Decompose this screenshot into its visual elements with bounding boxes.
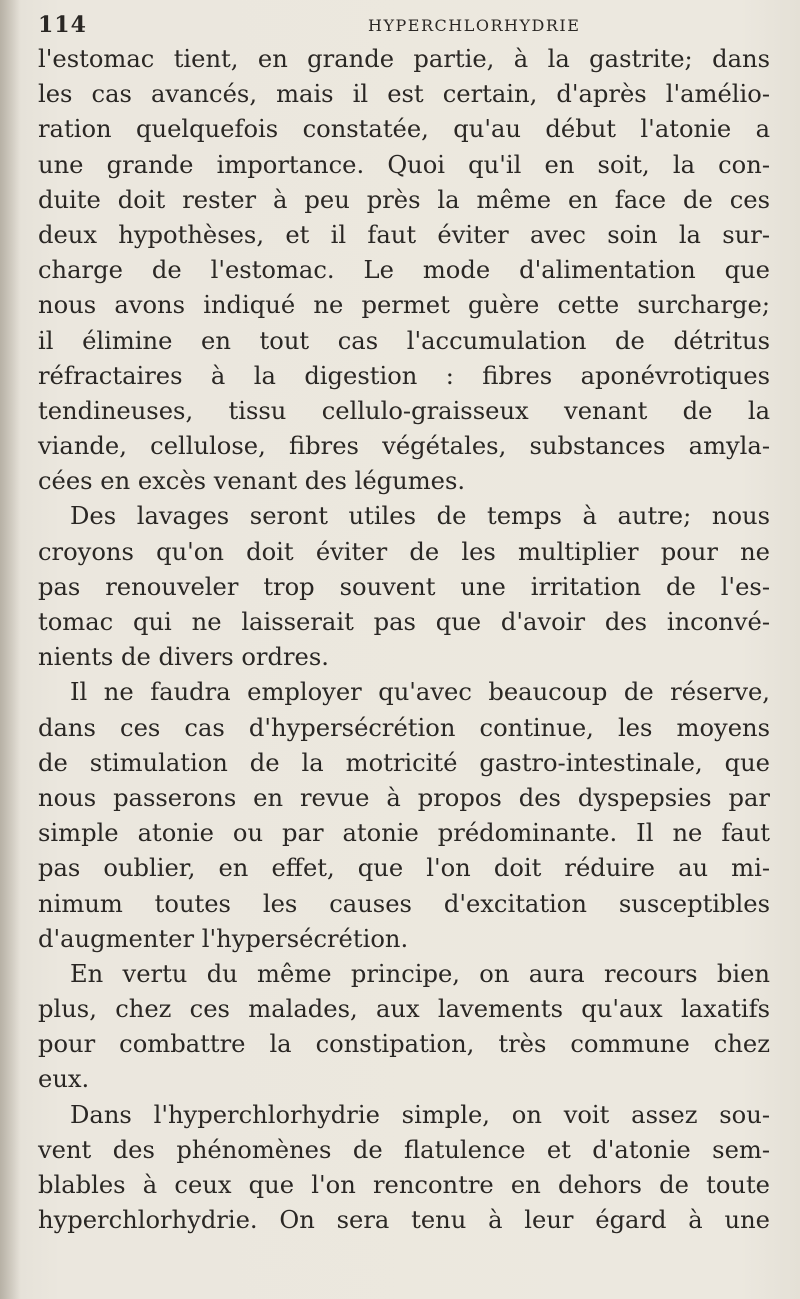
text-line: dans ces cas d'hypersécrétion continue, les moyens	[38, 713, 770, 742]
text-line: blables à ceux que l'on rencontre en dehors de toute	[38, 1171, 770, 1199]
text-line: nous avons indiqué ne permet guère cette surcharge;	[38, 291, 770, 320]
text-line: pas oublier, en effet, que l'on doit réduire au mi-	[38, 854, 770, 883]
paragraph-start-line: Dans l'hyperchlorhydrie simple, on voit assez sou-	[70, 1100, 770, 1129]
text-line: tendineuses, tissu cellulo-graisseux venant de la	[38, 396, 770, 425]
text-line: croyons qu'on doit éviter de les multiplier pour ne	[38, 537, 770, 566]
text-line: l'estomac tient, en grande partie, à la gastrite; dans	[38, 45, 770, 73]
paragraph-end-line: cées en excès venant des légumes.	[38, 467, 466, 496]
page-number: 114	[38, 12, 87, 38]
text-line: de stimulation de la motricité gastro-intestinale, que	[38, 748, 770, 777]
text-line: pas renouveler trop souvent une irritation de l'es-	[38, 572, 770, 601]
text-line: charge de l'estomac. Le mode d'alimentation que	[38, 256, 770, 285]
text-line: viande, cellulose, fibres végétales, substances amyla-	[38, 432, 770, 461]
text-line: vent des phénomènes de flatulence et d'atonie sem-	[38, 1135, 770, 1164]
text-line: simple atonie ou par atonie prédominante. Il ne faut	[38, 819, 770, 848]
paragraph-start-line: Il ne faudra employer qu'avec beaucoup de réserve,	[70, 678, 770, 707]
paragraph-start-line: En vertu du même principe, on aura recours bien	[70, 959, 770, 988]
text-line: hyperchlorhydrie. On sera tenu à leur égard à une	[38, 1206, 770, 1235]
paragraph-start-line: Des lavages seront utiles de temps à autre; nous	[70, 502, 770, 531]
text-line: deux hypothèses, et il faut éviter avec soin la sur-	[38, 220, 770, 249]
text-line: les cas avancés, mais il est certain, d'après l'amélio-	[38, 80, 770, 109]
text-line: tomac qui ne laisserait pas que d'avoir des inconvé-	[38, 608, 770, 636]
paragraph-end-line: d'augmenter l'hypersécrétion.	[38, 924, 409, 953]
text-line: nous passerons en revue à propos des dyspepsies par	[38, 783, 770, 812]
body-text	[38, 42, 770, 1238]
running-head	[38, 12, 758, 44]
text-line: il élimine en tout cas l'accumulation de détritus	[38, 326, 770, 355]
text-line: plus, chez ces malades, aux lavements qu'aux laxatifs	[38, 995, 770, 1024]
text-line: une grande importance. Quoi qu'il en soit, la con-	[38, 150, 770, 179]
text-line: duite doit rester à peu près la même en face de ces	[38, 185, 770, 214]
text-line: pour combattre la constipation, très commune chez	[38, 1030, 770, 1059]
text-line: ration quelquefois constatée, qu'au début l'atonie a	[38, 115, 770, 144]
paragraph-end-line: nients de divers ordres.	[38, 643, 329, 672]
running-title: HYPERCHLORHYDRIE	[368, 16, 581, 35]
text-line: réfractaires à la digestion : fibres aponévrotiques	[38, 361, 770, 390]
paragraph-end-line: eux.	[38, 1065, 90, 1094]
page-gutter-shadow	[0, 0, 20, 1299]
text-line: nimum toutes les causes d'excitation susceptibles	[38, 889, 770, 918]
